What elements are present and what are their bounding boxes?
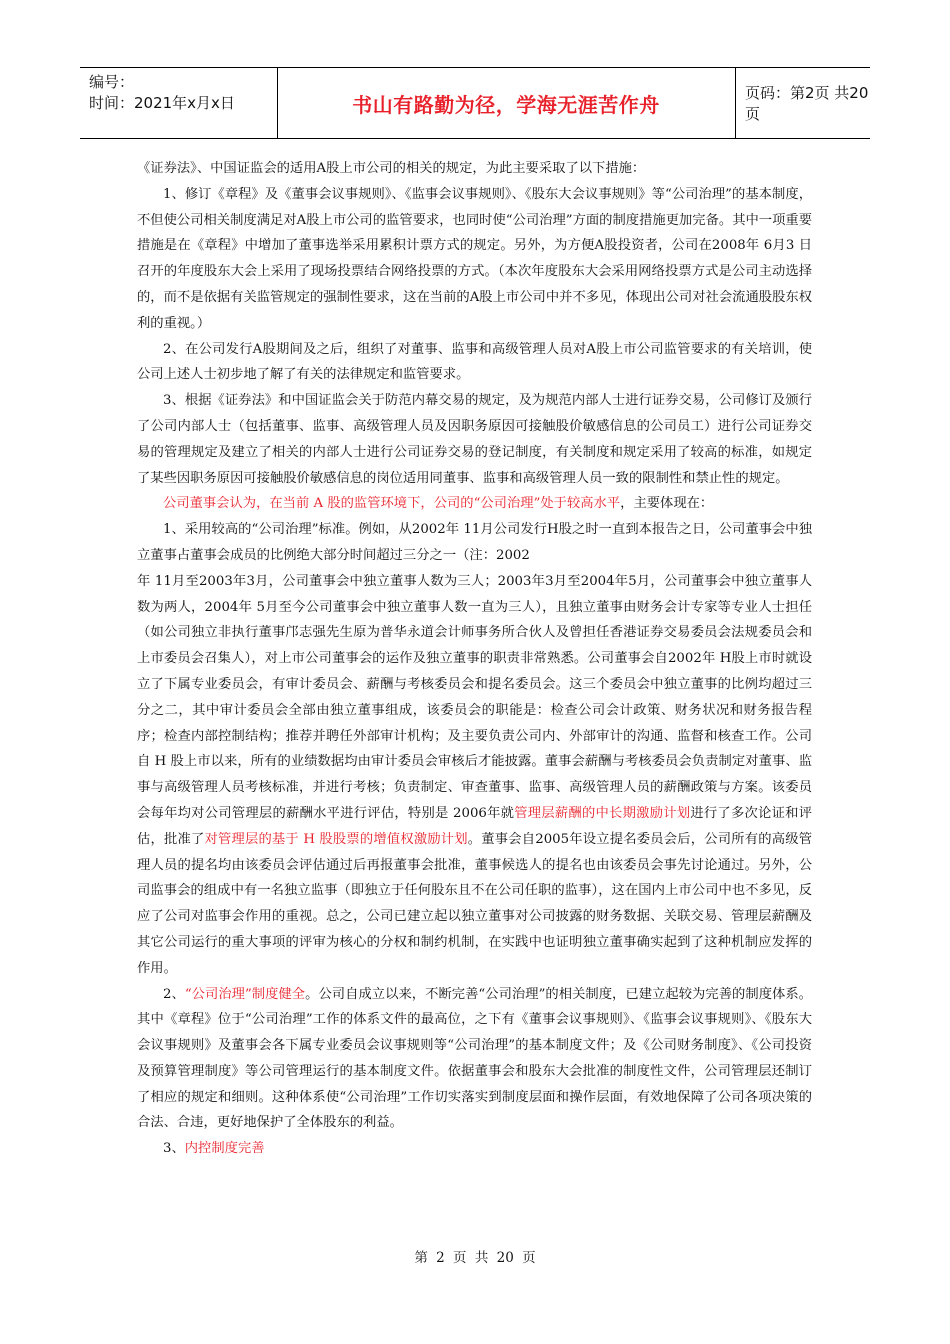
header-meta-cell: [80, 68, 278, 138]
board-opinion-highlight: 公司董事会认为，在当前 A 股的监管环境下，公司的“公司治理”处于较高水平: [163, 496, 621, 512]
point-1-text-b: 进行了多次论证和评估，批准了: [137, 805, 813, 847]
page-header: [80, 67, 870, 139]
header-motto: 书山有路勤为径，学海无涯苦作舟: [352, 92, 660, 117]
document-number-label: 编号：: [89, 73, 135, 91]
point-2-highlight: “公司治理”制度健全: [184, 986, 306, 1002]
paragraph-measure-1: 1、修订《章程》及《董事会议事规则》、《监事会议事规则》、《股东大会议事规则》等“公司治理”的基本制度，不但使公司相关制度满足对A股上市公司的监管要求，也同时使“公司治理”方面的制度措施更加完备。其中一项重要措施是在《章程》中增加了董事选举采用累积计票方式的规定。另外，为方便A股投资者，公司在2008年 6月3 日召开的年度股东大会上采用了现场投票结合网络投票的方式。（本次年度股东大会采用网络投票方式是公司主动选择的，而不是依据有关监管规定的强制性要求，这在当前的A股上市公司中并不多见，体现出公司对社会流通股股东权利的重视。）: [137, 186, 812, 331]
point-1-highlight-1: 管理层薪酬的中长期激励计划: [514, 805, 691, 821]
paragraph-point-1b: [137, 569, 812, 982]
header-motto-cell: [277, 68, 736, 138]
paragraph-measure-3: 3、根据《证券法》和中国证监会关于防范内幕交易的规定，及为规范内部人士进行证券交易，公司修订及颁行了公司内部人士（包括董事、监事、高级管理人员及因职务原因可接触股价敏感信息的公司员工）进行公司证券交易的管理规定及建立了相关的内部人士进行公司证券交易的登记制度，有关制度和规定采用了较高的标准，如规定了某些因职务原因可接触股价敏感信息的岗位适用同董事、监事和高级管理人员一致的限制性和禁止性的规定。: [137, 393, 812, 486]
point-3-number: 3、: [163, 1141, 185, 1157]
board-opinion-rest: ，主要体现在：: [620, 496, 714, 512]
point-3-highlight: 内控制度完善: [184, 1141, 265, 1157]
paragraph-intro: 《证券法》、中国证监会的适用A股上市公司的相关的规定，为此主要采取了以下措施：: [137, 161, 646, 176]
paragraph-point-1a: 1、采用较高的“公司治理”标准。例如，从2002年 11月公司发行H股之时一直到本报告之日，公司董事会中独立董事占董事会成员的比例绝大部分时间超过三分之一（注：2002: [137, 522, 812, 563]
point-1-text-a: 年 11月至2003年3月，公司董事会中独立董事人数为三人；2003年3月至2004年5月，公司董事会中独立董事人数为两人，2004年 5月至今公司董事会中独立董事人数一直为三人），且独立董事由财务会计专家等专业人士担任（如公司独立非执行董事邝志强先生原为普华永道会计师事务所合伙人及曾担任香港证券交易委员会法规委员会和上市委员会召集人），对上市公司董事会的运作及独立董事的职责非常熟悉。公司董事会自2002年 H股上市时就设立了下属专业委员会，有审计委员会、薪酬与考核委员会和提名委员会。这三个委员会中独立董事的比例均超过三分之二，其中审计委员会全部由独立董事组成，该委员会的职能是：检查公司会计政策、财务状况和财务报告程序；检查内部控制结构；推荐并聘任外部审计机构；及主要负责公司内、外部审计的沟通、监督和核查工作。公司自 H 股上市以来，所有的业绩数据均由审计委员会审核后才能披露。董事会薪酬与考核委员会负责制定对董事、监事与高级管理人员考核标准，并进行考核；负责制定、审查董事、监事、高级管理人员的薪酬政策与方案。该委员会每年均对公司管理层的薪酬水平进行评估，特别是 2006年就: [137, 573, 812, 821]
page-footer: 第 2 页 共 20 页: [414, 1250, 536, 1266]
header-page-info: 页码：第2页 共20页: [745, 84, 869, 123]
point-2-number: 2、: [163, 986, 185, 1002]
paragraph-point-3: [137, 1136, 812, 1162]
document-body: [137, 156, 812, 1162]
document-date-label: 时间：2021年x月x日: [89, 94, 235, 112]
paragraph-measure-2: 2、在公司发行A股期间及之后，组织了对董事、监事和高级管理人员对A股上市公司监管要求的有关培训，使公司上述人士初步地了解了有关的法律规定和监管要求。: [137, 341, 812, 383]
paragraph-board-opinion: [137, 491, 812, 517]
point-1-highlight-2: 对管理层的基于 H 股股票的增值权激励计划: [204, 831, 468, 847]
point-1-text-c: 。董事会自2005年设立提名委员会后，公司所有的高级管理人员的提名均由该委员会评估通过后再报董事会批准，董事候选人的提名也由该委员会事先讨论通过。另外，公司监事会的组成中有一名独立监事（即独立于任何股东且不在公司任职的监事），这在国内上市公司中也不多见，反应了公司对监事会作用的重视。总之，公司已建立起以独立董事对公司披露的财务数据、关联交易、管理层薪酬及其它公司运行的重大事项的评审为核心的分权和制约机制，在实践中也证明独立董事确实起到了这种机制应发挥的作用。: [137, 831, 812, 976]
paragraph-point-2: [137, 982, 812, 1137]
point-2-text: 。公司自成立以来，不断完善“公司治理”的相关制度，已建立起较为完善的制度体系。其中《章程》位于“公司治理”工作的体系文件的最高位，之下有《董事会议事规则》、《监事会议事规则》、《股东大会议事规则》及董事会各下属专业委员会议事规则等“公司治理”的基本制度文件；及《公司财务制度》、《公司投资及预算管理制度》等公司管理运行的基本制度文件。依据董事会和股东大会批准的制度性文件，公司管理层还制订了相应的规定和细则。这种体系使“公司治理”工作切实落实到制度层面和操作层面，有效地保障了公司各项决策的合法、合违，更好地保护了全体股东的利益。: [137, 986, 812, 1131]
